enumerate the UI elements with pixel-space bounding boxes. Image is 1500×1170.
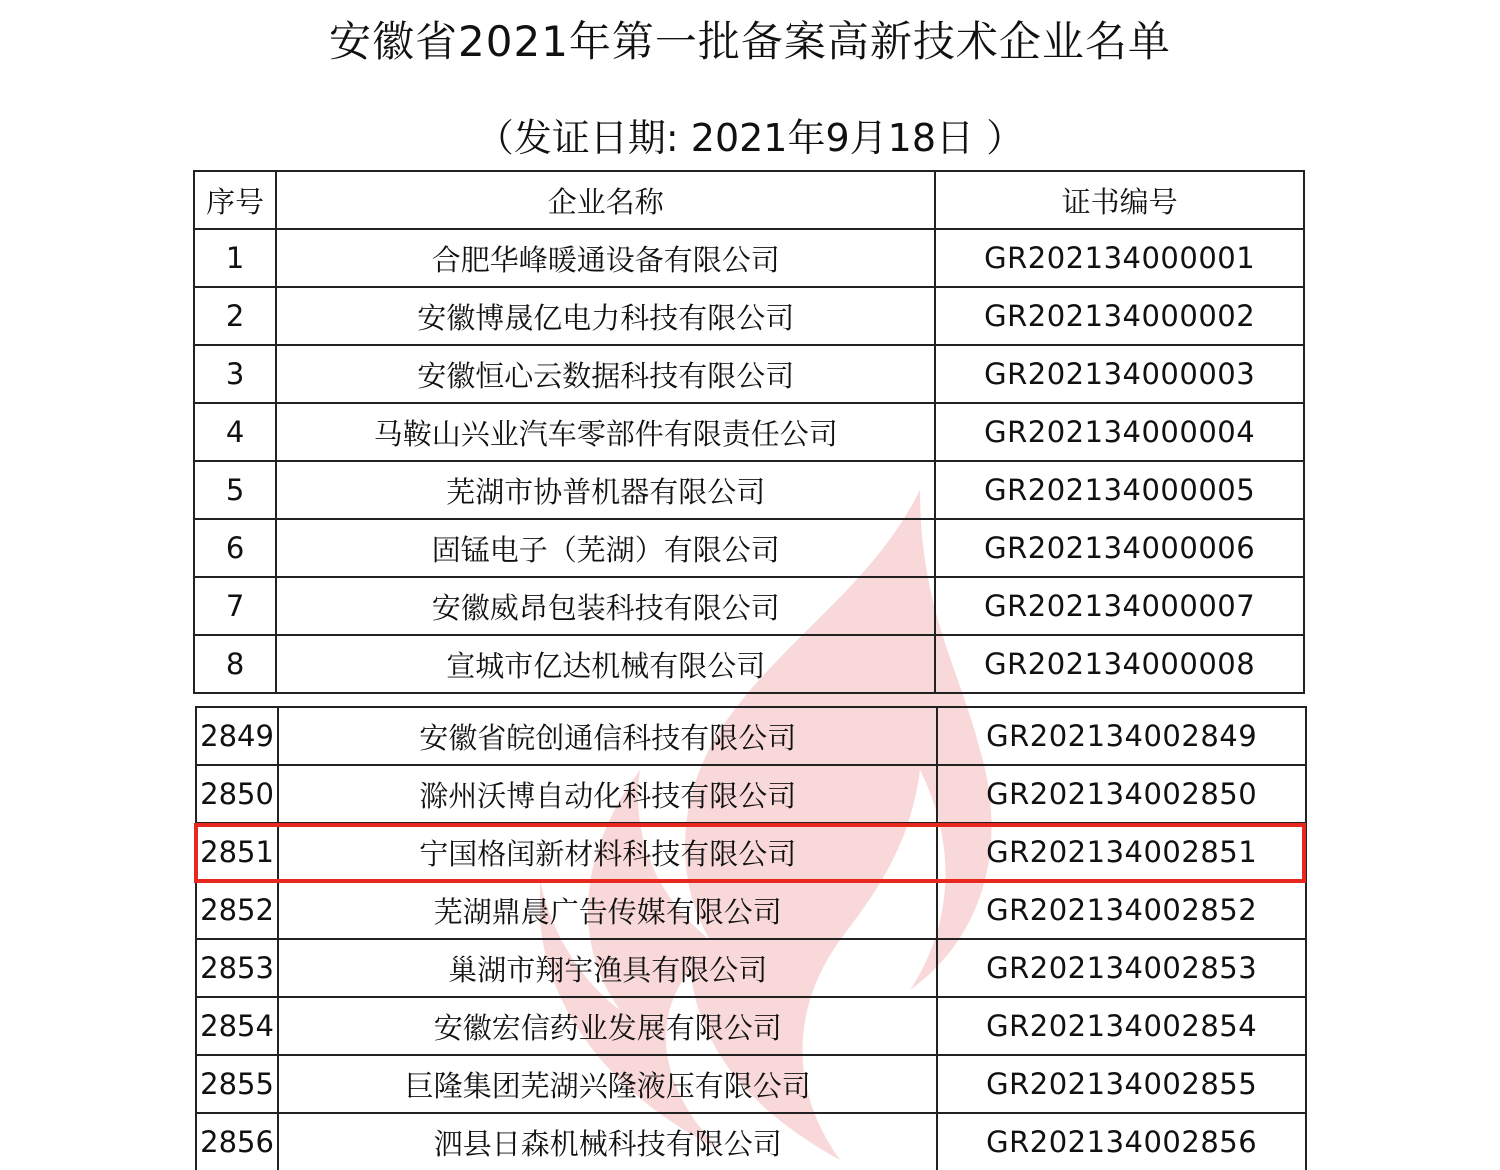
enterprise-table-top <box>193 170 1305 694</box>
row-seq: 5 <box>194 461 276 519</box>
row-seq: 2852 <box>196 881 278 939</box>
table-row <box>196 939 1306 997</box>
row-cert: GR202134000006 <box>935 519 1304 577</box>
row-name: 安徽省皖创通信科技有限公司 <box>278 707 937 765</box>
table-row <box>194 345 1304 403</box>
table-row <box>194 461 1304 519</box>
row-cert: GR202134002854 <box>937 997 1306 1055</box>
row-cert: GR202134000003 <box>935 345 1304 403</box>
row-seq: 2849 <box>196 707 278 765</box>
row-cert: GR202134002851 <box>937 823 1306 881</box>
row-seq: 2 <box>194 287 276 345</box>
table-row <box>194 635 1304 693</box>
row-cert: GR202134000007 <box>935 577 1304 635</box>
row-name: 泗县日森机械科技有限公司 <box>278 1113 937 1170</box>
row-name: 滁州沃博自动化科技有限公司 <box>278 765 937 823</box>
row-cert: GR202134000001 <box>935 229 1304 287</box>
row-cert: GR202134002853 <box>937 939 1306 997</box>
table-row <box>196 997 1306 1055</box>
row-seq: 1 <box>194 229 276 287</box>
row-seq: 2850 <box>196 765 278 823</box>
row-cert: GR202134002850 <box>937 765 1306 823</box>
table-row <box>196 1113 1306 1170</box>
row-seq: 2851 <box>196 823 278 881</box>
row-cert: GR202134002855 <box>937 1055 1306 1113</box>
table-row <box>194 577 1304 635</box>
table-row-highlighted <box>196 823 1306 881</box>
row-seq: 8 <box>194 635 276 693</box>
row-name: 安徽威昂包装科技有限公司 <box>276 577 935 635</box>
row-cert: GR202134000004 <box>935 403 1304 461</box>
row-seq: 2853 <box>196 939 278 997</box>
row-seq: 7 <box>194 577 276 635</box>
row-name: 安徽博晟亿电力科技有限公司 <box>276 287 935 345</box>
row-name: 固锰电子（芜湖）有限公司 <box>276 519 935 577</box>
row-name: 巨隆集团芜湖兴隆液压有限公司 <box>278 1055 937 1113</box>
row-seq: 3 <box>194 345 276 403</box>
document-title: 安徽省2021年第一批备案高新技术企业名单 <box>329 17 1171 66</box>
row-seq: 6 <box>194 519 276 577</box>
table-row <box>196 881 1306 939</box>
table-row <box>194 519 1304 577</box>
row-name: 宣城市亿达机械有限公司 <box>276 635 935 693</box>
table-row <box>194 229 1304 287</box>
table-row <box>196 765 1306 823</box>
table-header-row <box>194 171 1304 229</box>
table-row <box>194 403 1304 461</box>
row-cert: GR202134002849 <box>937 707 1306 765</box>
table-row <box>196 1055 1306 1113</box>
row-seq: 2855 <box>196 1055 278 1113</box>
table-row <box>194 287 1304 345</box>
row-cert: GR202134000008 <box>935 635 1304 693</box>
row-seq: 2854 <box>196 997 278 1055</box>
header-seq: 序号 <box>194 171 276 229</box>
row-seq: 2856 <box>196 1113 278 1170</box>
row-cert: GR202134002856 <box>937 1113 1306 1170</box>
row-cert: GR202134000005 <box>935 461 1304 519</box>
row-name: 安徽恒心云数据科技有限公司 <box>276 345 935 403</box>
header-name: 企业名称 <box>276 171 935 229</box>
row-cert: GR202134002852 <box>937 881 1306 939</box>
header-cert: 证书编号 <box>935 171 1304 229</box>
table-row <box>196 707 1306 765</box>
row-name: 安徽宏信药业发展有限公司 <box>278 997 937 1055</box>
row-name: 巢湖市翔宇渔具有限公司 <box>278 939 937 997</box>
issue-date-subtitle: （发证日期: 2021年9月18日 ） <box>475 116 1025 160</box>
row-name: 芜湖鼎晨广告传媒有限公司 <box>278 881 937 939</box>
enterprise-table-bottom <box>195 706 1307 1170</box>
row-name: 合肥华峰暖通设备有限公司 <box>276 229 935 287</box>
row-cert: GR202134000002 <box>935 287 1304 345</box>
row-name: 芜湖市协普机器有限公司 <box>276 461 935 519</box>
row-name: 马鞍山兴业汽车零部件有限责任公司 <box>276 403 935 461</box>
row-seq: 4 <box>194 403 276 461</box>
row-name: 宁国格闰新材料科技有限公司 <box>278 823 937 881</box>
